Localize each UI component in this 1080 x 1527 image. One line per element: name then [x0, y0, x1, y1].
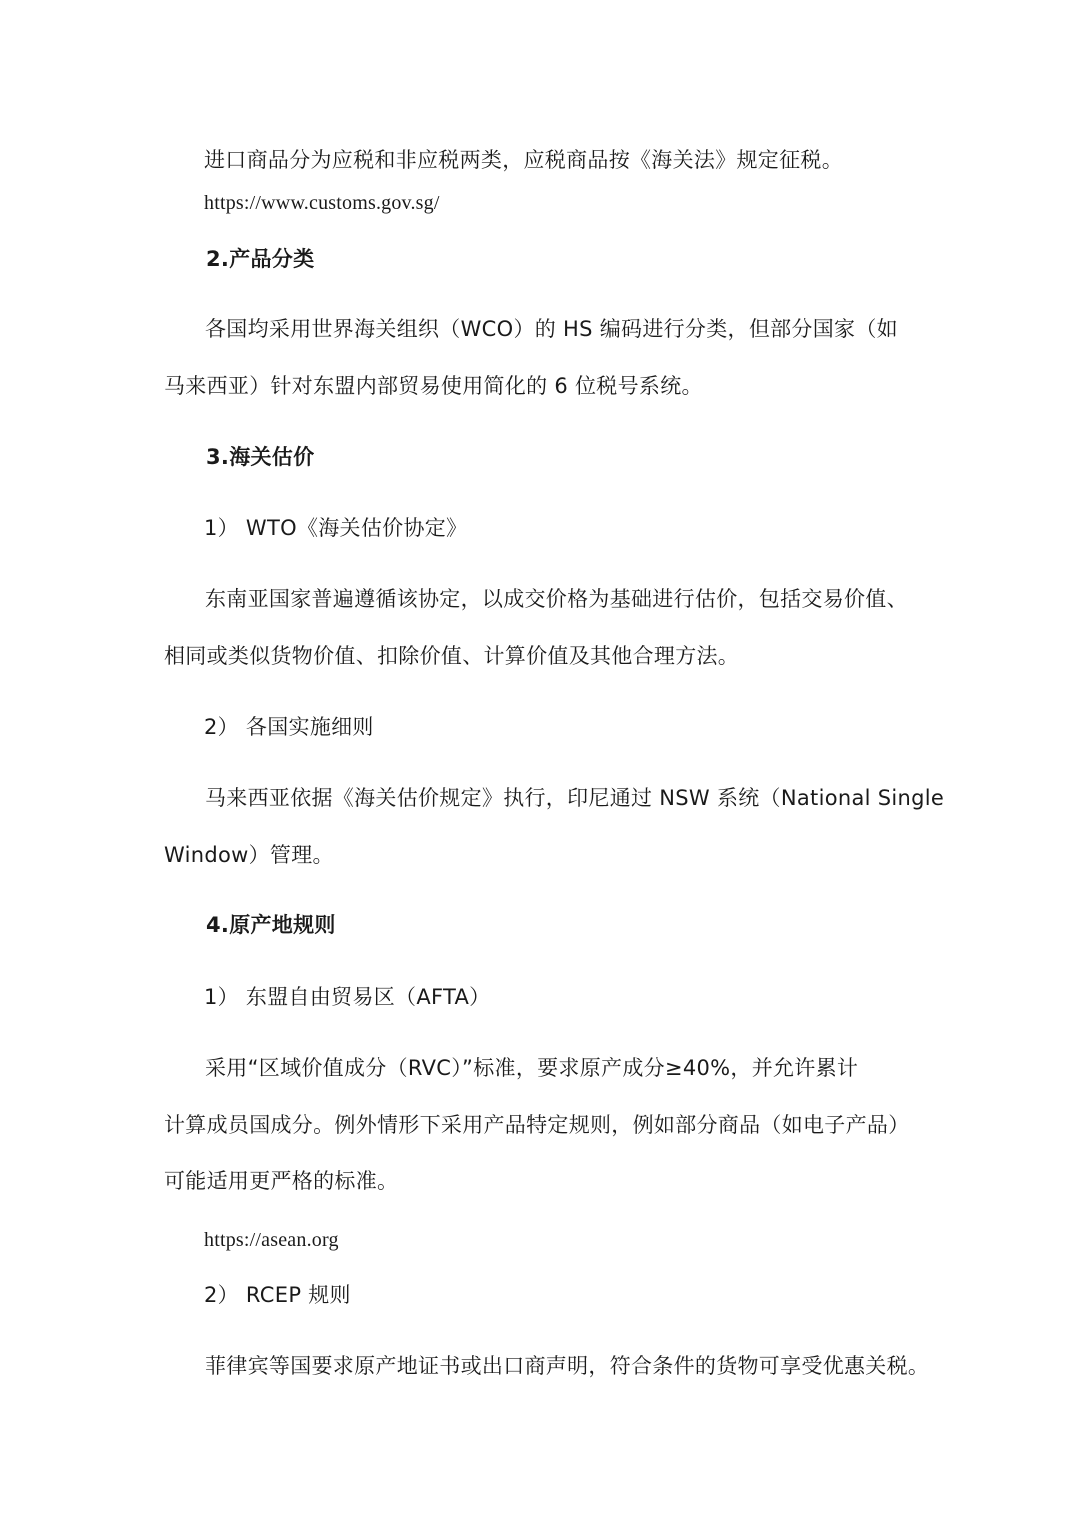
valuation-paragraph-line-2: 相同或类似货物价值、扣除价值、计算价值及其他合理方法。: [164, 644, 740, 668]
customs-link[interactable]: https://www.customs.gov.sg/: [204, 192, 440, 214]
heading-customs-valuation: 3.海关估价: [206, 445, 315, 469]
subheading-country-rules: 2） 各国实施细则: [204, 715, 374, 739]
afta-paragraph-line-3: 可能适用更严格的标准。: [164, 1169, 399, 1193]
country-rules-paragraph-line-1: 马来西亚依据《海关估价规定》执行，印尼通过 NSW 系统（National Single: [205, 786, 945, 810]
subheading-afta: 1） 东盟自由贸易区（AFTA）: [204, 985, 491, 1009]
country-rules-paragraph-line-2: Window）管理。: [164, 843, 334, 867]
heading-product-classification: 2.产品分类: [206, 247, 315, 271]
valuation-paragraph-line-1: 东南亚国家普遍遵循该协定，以成交价格为基础进行估价，包括交易价值、: [205, 587, 908, 611]
rcep-paragraph: 菲律宾等国要求原产地证书或出口商声明，符合条件的货物可享受优惠关税。: [205, 1354, 930, 1378]
intro-paragraph: 进口商品分为应税和非应税两类，应税商品按《海关法》规定征税。: [204, 148, 843, 172]
afta-paragraph-line-2: 计算成员国成分。例外情形下采用产品特定规则，例如部分商品（如电子产品）: [164, 1113, 910, 1137]
classification-paragraph-line-2: 马来西亚）针对东盟内部贸易使用简化的 6 位税号系统。: [164, 374, 703, 398]
classification-paragraph-line-1: 各国均采用世界海关组织（WCO）的 HS 编码进行分类，但部分国家（如: [205, 317, 898, 341]
afta-paragraph-line-1: 采用“区域价值成分（RVC）”标准，要求原产成分≥40%，并允许累计: [205, 1056, 859, 1080]
subheading-wto-agreement: 1） WTO《海关估价协定》: [204, 516, 468, 540]
asean-link[interactable]: https://asean.org: [204, 1229, 339, 1251]
subheading-rcep: 2） RCEP 规则: [204, 1283, 351, 1307]
heading-rules-of-origin: 4.原产地规则: [206, 913, 336, 937]
